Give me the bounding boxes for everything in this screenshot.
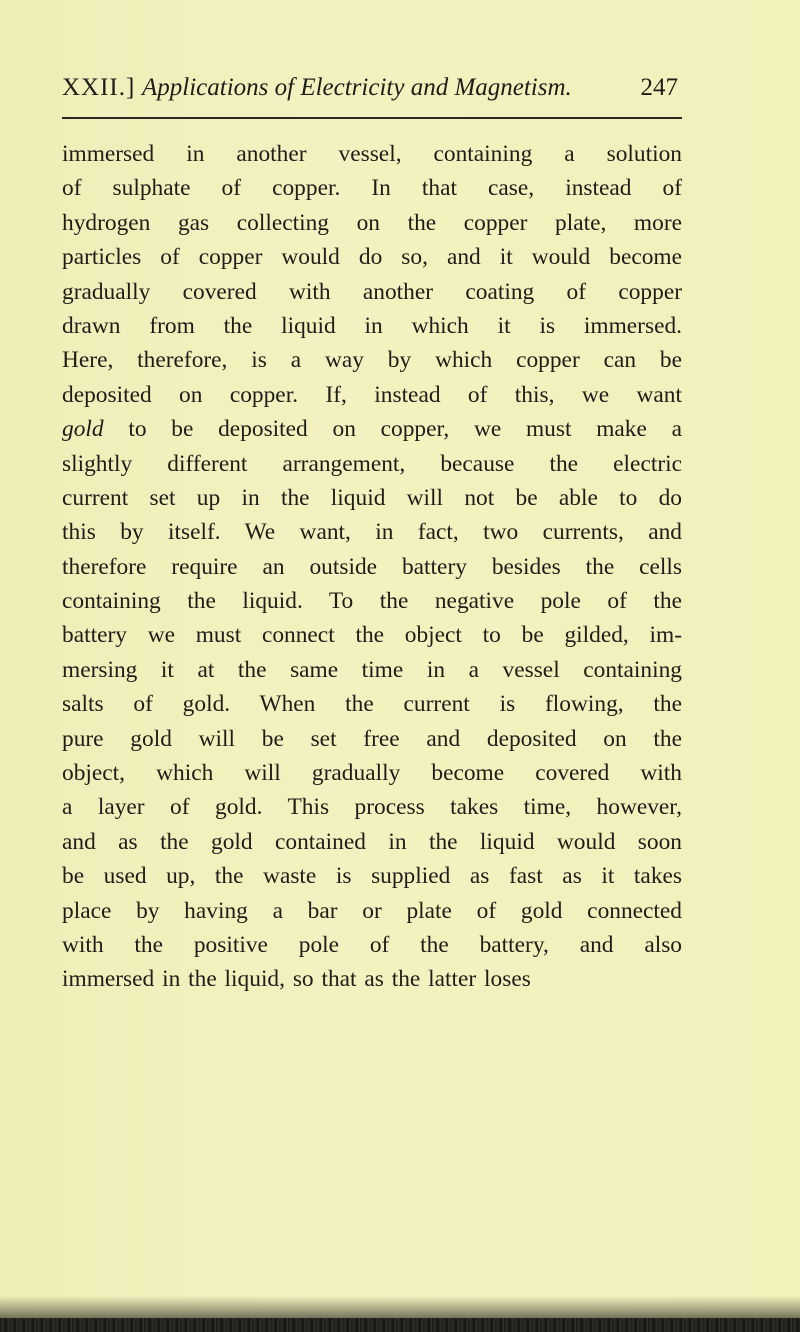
- text-line: mersing it at the same time in a vessel containing: [62, 656, 682, 683]
- text-line: therefore require an outside battery besides the cells: [62, 553, 682, 580]
- text-line: [62, 412, 682, 446]
- text-line: salts of gold. When the current is flowing, the: [62, 691, 682, 718]
- text-line: immersed in another vessel, containing a solution: [62, 141, 682, 167]
- text-line: particles of copper would do so, and it would become: [62, 244, 682, 271]
- text-line: Here, therefore, is a way by which copper can be: [62, 347, 682, 374]
- page-number: 247: [640, 74, 678, 101]
- chapter-number: XXII.]: [62, 74, 136, 101]
- text-line: immersed in the liquid, so that as the latter loses: [62, 966, 531, 993]
- book-edge: [0, 1318, 800, 1332]
- text-line: current set up in the liquid will not be able to do: [62, 484, 682, 511]
- text-line: place by having a bar or plate of gold connected: [62, 897, 682, 924]
- text-line-rest: to be deposited on copper, we must make a: [103, 416, 682, 443]
- text-line: slightly different arrangement, because the electric: [62, 450, 682, 477]
- text-line: hydrogen gas collecting on the copper plate, more: [62, 209, 682, 236]
- body-paragraph: [62, 137, 682, 997]
- text-line: battery we must connect the object to be gilded, im-: [62, 622, 682, 649]
- text-line: be used up, the waste is supplied as fast as it takes: [62, 863, 682, 890]
- text-line: object, which will gradually become covered with: [62, 760, 682, 787]
- running-head: [62, 66, 682, 110]
- text-line: with the positive pole of the battery, and also: [62, 931, 682, 958]
- text-line: deposited on copper. If, instead of this, we want: [62, 381, 682, 408]
- text-line: a layer of gold. This process takes time, however,: [62, 794, 682, 821]
- text-line: pure gold will be set free and deposited on the: [62, 725, 682, 752]
- italic-word: gold: [62, 416, 104, 443]
- text-line: this by itself. We want, in fact, two currents, and: [62, 519, 682, 546]
- text-line: drawn from the liquid in which it is immersed.: [62, 312, 682, 339]
- header-rule: [62, 117, 682, 119]
- text-line: containing the liquid. To the negative pole of the: [62, 588, 682, 615]
- text-line: gradually covered with another coating of copper: [62, 278, 682, 305]
- text-line: of sulphate of copper. In that case, instead of: [62, 175, 682, 202]
- running-title: Applications of Electricity and Magnetism.: [142, 74, 572, 101]
- text-line: and as the gold contained in the liquid would soon: [62, 828, 682, 855]
